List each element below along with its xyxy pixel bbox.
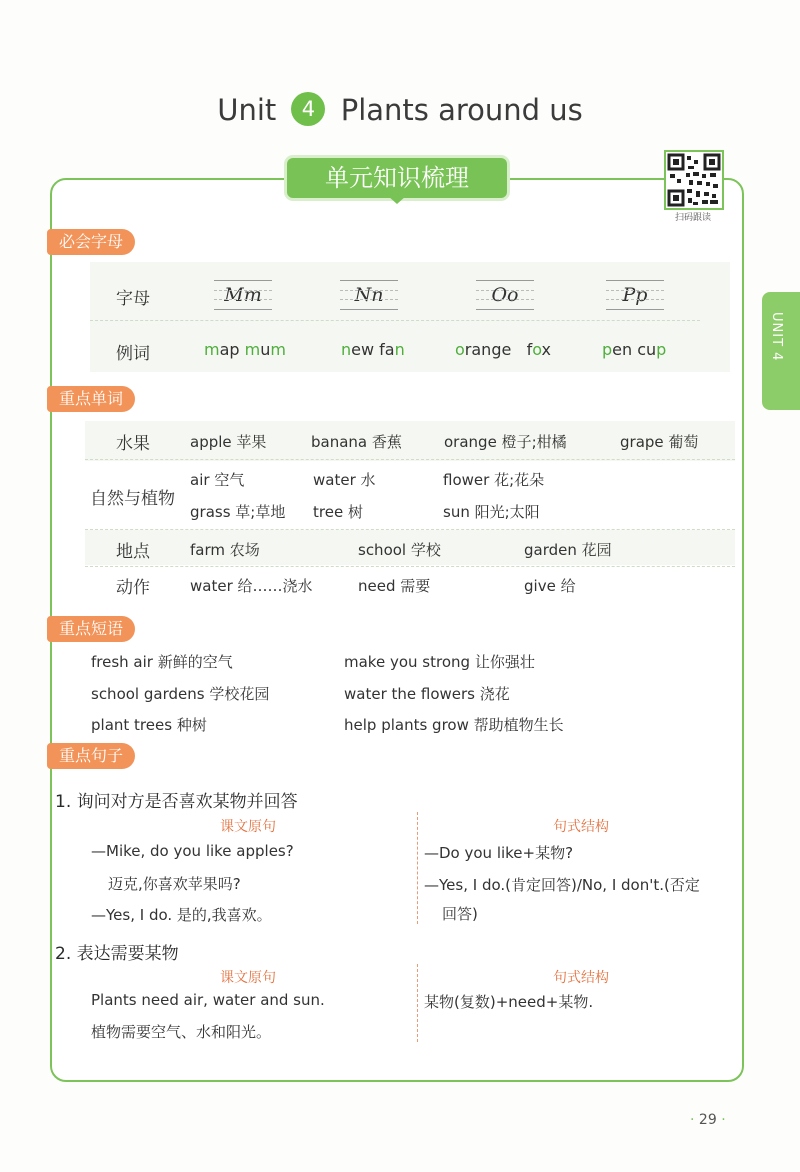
unit-side-tab-label: UNIT 4 — [769, 312, 784, 362]
letter-box-3 — [476, 280, 534, 310]
word-en: farm — [190, 541, 225, 559]
s1-left-line: —Mike, do you like apples? — [91, 842, 294, 860]
unit-name: Plants around us — [340, 93, 583, 127]
s2-left-head: 课文原句 — [220, 970, 276, 986]
examples-row-label: 例词 — [116, 344, 150, 364]
example-word-2 — [341, 340, 405, 359]
s2-left-line: Plants need air, water and sun. — [91, 991, 325, 1009]
phrase-en: help plants grow — [344, 716, 469, 734]
s1-right-line: —Do you like+某物? — [424, 844, 574, 862]
word-zh: 苹果 — [236, 433, 267, 451]
sentence-1-heading: 1. 询问对方是否喜欢某物并回答 — [55, 792, 298, 812]
unit-title — [0, 92, 800, 127]
s1-right-line: 回答) — [442, 905, 478, 923]
word-zh: 草;草地 — [235, 503, 286, 521]
word-zh: 水 — [360, 471, 376, 489]
letter-3: Oo — [491, 284, 519, 306]
word-en: garden — [524, 541, 577, 559]
txt: ew fa — [351, 340, 395, 359]
hl: m — [270, 340, 286, 359]
phrase-item — [344, 651, 535, 672]
action-label: 动作 — [116, 578, 150, 598]
word-item — [443, 469, 544, 490]
word-zh: 花;花朵 — [494, 471, 545, 489]
word-item — [190, 501, 285, 522]
word-item — [620, 431, 698, 452]
hl: p — [656, 340, 667, 359]
hl: m — [204, 340, 220, 359]
unit-side-tab[interactable] — [762, 292, 800, 410]
word-zh: 橙子;柑橘 — [501, 433, 567, 451]
column-divider — [417, 964, 418, 1042]
tag-key-phrases: 重点短语 — [47, 616, 135, 642]
divider — [85, 459, 735, 460]
qr-code-icon[interactable] — [664, 150, 724, 210]
word-zh: 空气 — [214, 471, 245, 489]
qr-caption: 扫码跟读 — [674, 213, 711, 223]
word-en: school — [358, 541, 407, 559]
phrase-en: make you strong — [344, 653, 471, 671]
word-item — [311, 431, 402, 452]
word-item — [313, 501, 363, 522]
phrase-zh: 让你强壮 — [474, 653, 535, 671]
word-en: give — [524, 577, 556, 595]
phrase-item — [91, 683, 269, 704]
letters-row-label: 字母 — [116, 289, 150, 309]
fruit-label: 水果 — [116, 434, 150, 454]
s1-left-line: —Yes, I do. 是的,我喜欢。 — [91, 906, 272, 924]
word-item — [524, 575, 576, 596]
hl: o — [455, 340, 465, 359]
hl: o — [532, 340, 542, 359]
word-zh: 花园 — [581, 541, 612, 559]
tag-letters: 必会字母 — [47, 229, 135, 255]
word-item — [190, 575, 313, 596]
word-en: air — [190, 471, 210, 489]
word-zh: 树 — [347, 503, 363, 521]
word-en: orange — [444, 433, 497, 451]
page-number-value: 29 — [698, 1112, 717, 1128]
phrase-item — [344, 683, 510, 704]
example-word-4 — [602, 340, 666, 359]
word-item — [190, 469, 244, 490]
phrase-zh: 新鲜的空气 — [157, 653, 233, 671]
word-item — [444, 431, 567, 452]
phrase-item — [344, 714, 564, 735]
s1-right-line: —Yes, I do.(肯定回答)/No, I don't.(否定 — [424, 876, 700, 894]
phrase-zh: 帮助植物生长 — [473, 716, 564, 734]
letter-2: Nn — [354, 284, 384, 306]
unit-number-badge: 4 — [291, 92, 325, 126]
word-zh: 香蕉 — [371, 433, 402, 451]
txt: en cu — [612, 340, 657, 359]
hl: n — [394, 340, 405, 359]
s2-right-head: 句式结构 — [553, 970, 609, 986]
s1-left-line: 迈克,你喜欢苹果吗? — [108, 875, 241, 893]
place-label: 地点 — [116, 542, 150, 562]
phrase-en: school gardens — [91, 685, 205, 703]
tag-key-words: 重点单词 — [47, 386, 135, 412]
divider — [85, 566, 735, 567]
nature-label: 自然与植物 — [90, 489, 175, 509]
s1-right-head: 句式结构 — [553, 819, 609, 835]
txt: x — [541, 340, 551, 359]
s2-right-line: 某物(复数)+need+某物. — [424, 993, 594, 1011]
hl: m — [244, 340, 261, 359]
word-zh: 葡萄 — [668, 433, 699, 451]
word-zh: 阳光;太阳 — [474, 503, 540, 521]
word-en: apple — [190, 433, 232, 451]
phrase-item — [91, 651, 233, 672]
word-item — [443, 501, 540, 522]
unit-label: Unit — [217, 93, 277, 127]
hl: n — [341, 340, 352, 359]
txt: ap — [219, 340, 245, 359]
word-en: grass — [190, 503, 231, 521]
word-en: grape — [620, 433, 664, 451]
word-item — [190, 431, 266, 452]
txt: u — [260, 340, 271, 359]
word-item — [524, 539, 612, 560]
word-en: banana — [311, 433, 368, 451]
word-item — [313, 469, 376, 490]
word-en: need — [358, 577, 396, 595]
word-en: sun — [443, 503, 470, 521]
word-item — [190, 539, 260, 560]
word-item — [358, 575, 430, 596]
phrase-en: water the flowers — [344, 685, 475, 703]
s1-left-head: 课文原句 — [220, 819, 276, 835]
phrase-item — [91, 714, 207, 735]
phrase-en: plant trees — [91, 716, 173, 734]
letter-1: Mm — [224, 284, 262, 306]
word-zh: 学校 — [410, 541, 441, 559]
s2-left-line: 植物需要空气、水和阳光。 — [91, 1023, 272, 1041]
word-zh: 需要 — [400, 577, 431, 595]
word-en: flower — [443, 471, 490, 489]
sentence-2-heading: 2. 表达需要某物 — [55, 944, 179, 964]
hl: p — [602, 340, 613, 359]
word-en: water — [313, 471, 356, 489]
example-word-1 — [204, 340, 286, 359]
letter-4: Pp — [622, 284, 648, 306]
phrase-zh: 种树 — [176, 716, 207, 734]
word-item — [358, 539, 441, 560]
word-zh: 农场 — [229, 541, 260, 559]
word-zh: 给……浇水 — [237, 577, 313, 595]
txt: range f — [464, 340, 533, 359]
divider — [90, 320, 700, 321]
phrase-zh: 学校花园 — [209, 685, 270, 703]
banner-pointer — [388, 196, 406, 204]
section-banner: 单元知识梳理 — [287, 158, 507, 198]
example-word-3 — [455, 340, 551, 359]
tag-key-sentences: 重点句子 — [47, 743, 135, 769]
page-number: · 29 · — [690, 1112, 726, 1128]
word-zh: 给 — [560, 577, 576, 595]
letter-box-4 — [606, 280, 664, 310]
column-divider — [417, 812, 418, 924]
phrase-zh: 浇花 — [479, 685, 510, 703]
word-en: tree — [313, 503, 344, 521]
word-en: water — [190, 577, 233, 595]
phrase-en: fresh air — [91, 653, 153, 671]
letter-box-2 — [340, 280, 398, 310]
letter-box-1 — [214, 280, 272, 310]
